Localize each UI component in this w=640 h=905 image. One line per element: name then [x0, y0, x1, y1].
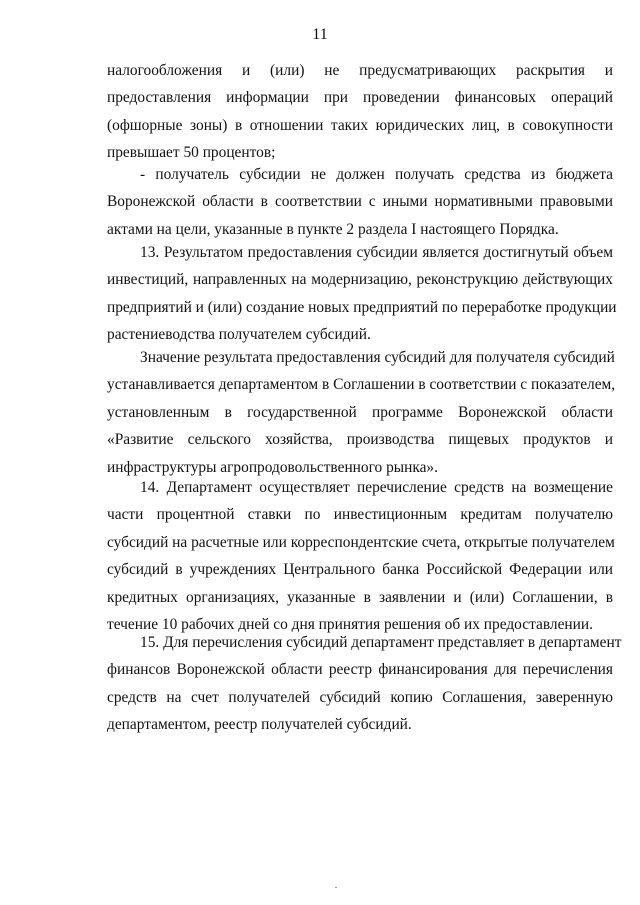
paragraph-line: кредитных организациях, указанные в заявлении и (или) Соглашении, в	[107, 588, 613, 606]
paragraph-line: средств на счет получателей субсидий копию Соглашения, заверенную	[107, 688, 613, 706]
paragraph-item-14	[107, 474, 613, 638]
paragraph-line: инвестиций, направленных на модернизацию, реконструкцию действующих	[107, 271, 613, 289]
paragraph-line: Воронежской области в соответствии с иными нормативными правовыми	[107, 193, 613, 211]
paragraph-line: течение 10 рабочих дней со дня принятия решения об их предоставлении.	[107, 615, 593, 633]
paragraph-line: субсидий на расчетные или корреспондентские счета, открытые получателем	[107, 533, 615, 551]
paragraph-line: актами на цели, указанные в пункте 2 раздела I настоящего Порядка.	[107, 220, 559, 238]
scan-artifact	[335, 887, 337, 888]
paragraph-line: 14. Департамент осуществляет перечисление средств на возмещение	[140, 479, 613, 496]
paragraph-line: «Развитие сельского хозяйства, производства пищевых продуктов и	[107, 431, 613, 449]
paragraph-line: предприятий и (или) создание новых предприятий по переработке продукции	[107, 298, 617, 316]
paragraph-offshore-continuation	[107, 57, 613, 167]
paragraph-result-value	[107, 344, 616, 481]
paragraph-line: предоставления информации при проведении финансовых операций	[107, 89, 613, 107]
paragraph-item-15	[107, 629, 622, 739]
paragraph-bullet-budget	[107, 161, 613, 243]
paragraph-line: превышает 50 процентов;	[107, 144, 276, 162]
paragraph-line: растениеводства получателем субсидий.	[107, 326, 371, 344]
paragraph-line: налогообложения и (или) не предусматривающих раскрытия и	[107, 62, 613, 79]
paragraph-line: субсидий в учреждениях Центрального банка Российской Федерации или	[107, 561, 613, 579]
paragraph-line: - получатель субсидии не должен получать средства из бюджета	[140, 166, 613, 183]
paragraph-line: (офшорные зоны) в отношении таких юридических лиц, в совокупности	[107, 116, 613, 134]
paragraph-line: установленным в государственной программе Воронежской области	[107, 403, 613, 421]
paragraph-line: 15. Для перечисления субсидий департамент представляет в департамент	[140, 634, 622, 651]
page-number: 11	[312, 26, 328, 43]
paragraph-line: части процентной ставки по инвестиционным кредитам получателю	[107, 506, 613, 524]
paragraph-line: Значение результата предоставления субсидий для получателя субсидий	[140, 349, 615, 366]
paragraph-line: инфраструктуры агропродовольственного рынка».	[107, 458, 438, 476]
paragraph-line: 13. Результатом предоставления субсидии является достигнутый объем	[140, 244, 613, 261]
paragraph-line: департаментом, реестр получателей субсидий.	[107, 716, 412, 734]
paragraph-line: устанавливается департаментом в Соглашении в соответствии с показателем,	[107, 376, 616, 394]
paragraph-line: финансов Воронежской области реестр финансирования для перечисления	[107, 661, 613, 679]
paragraph-item-13	[107, 239, 617, 349]
